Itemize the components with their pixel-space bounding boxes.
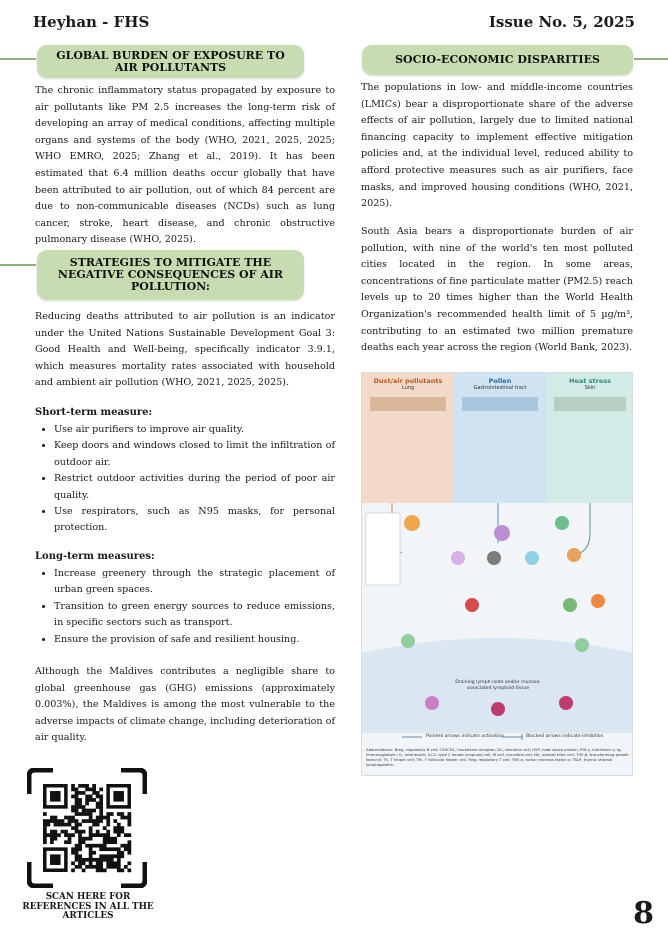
- figure-panel-dust-sub: Lung: [401, 385, 415, 391]
- figure-panel-heat-title: Heat stress: [569, 377, 611, 385]
- header-left: Heyhan - FHS: [33, 13, 150, 31]
- figure-panel-dust-title: Dust/air pollutants: [373, 377, 443, 385]
- section-title-strategies: STRATEGIES TO MITIGATE THE NEGATIVE CONSEQUENCES OF AIR POLLUTION:: [37, 250, 304, 300]
- long-term-list: [37, 566, 335, 648]
- list-item: • Ensure the provision of safe and resilient housing.: [54, 632, 335, 648]
- immune-pathway-figure: [361, 372, 633, 776]
- socio-economic-para-1: The populations in low- and middle-income countries (LMICs) bear a disproportionate share of the adverse effects of air pollution, largely due to limited national financing capacity to implement effective mitigation policies and, at the individual level, reduced ability to afford protective measures such as air purifiers, face masks, and improved housing conditions (WHO, 2021, 2025).: [361, 82, 633, 210]
- list-item: • Restrict outdoor activities during the period of poor air quality.: [54, 471, 335, 504]
- figure-lymph-label: Draining lymph node and/or mucosa-associated lymphoid tissue: [455, 680, 541, 691]
- short-term-heading: Short-term measure:: [35, 407, 153, 418]
- figure-legend-inhibition: Blocked arrows indicate inhibition: [526, 734, 604, 739]
- list-item: • Keep doors and windows closed to limit the infiltration of outdoor air.: [54, 438, 335, 471]
- long-term-heading: Long-term measures:: [35, 551, 155, 562]
- figure-panel-pollen-sub: Gastrointestinal tract: [473, 385, 527, 391]
- global-burden-text: The chronic inflammatory status propagated by exposure to air pollutants like PM 2.5 increases the long-term risk of developing an array of medical conditions, affecting multiple organs and systems of the body (WHO, 2021, 2025, 2025; WHO EMRO, 2025; Zhang et al., 2019). It has been estimated that 6.4 million deaths occur globally that have been attributed to air pollution, out of which 84 percent are due to non-communicable diseases (NCDs) such as lung cancer, stroke, heart disease, and chronic obstructive pulmonary disease (WHO, 2025).: [35, 85, 335, 246]
- maldives-text: Although the Maldives contributes a negligible share to global greenhouse gas (GHG) emissions (approximately 0.003%), the Maldives is among the most vulnerable to the adverse impacts of climate change, including deterioration of air quality.: [35, 666, 335, 744]
- figure-panel-heat-sub: Skin: [584, 385, 596, 391]
- figure-diagram: [362, 373, 633, 776]
- decor-rule-left: [0, 58, 36, 60]
- figure-legend-activation: Pointed arrows indicate activation: [426, 734, 504, 739]
- strategies-text: Reducing deaths attributed to air pollution is an indicator under the United Nations Sustainable Development Goal 3: Good Health and Well-being, specifically indicator 3.9.1, which measures mortality rates associated with household and ambient air pollution (WHO, 2021, 2025, 2025).: [35, 311, 335, 389]
- list-item: • Transition to green energy sources to reduce emissions, in specific sectors such as transport.: [54, 599, 335, 632]
- figure-panel-pollen-title: Pollen: [488, 377, 512, 385]
- section-title-global-burden: GLOBAL BURDEN OF EXPOSURE TO AIR POLLUTANTS: [37, 45, 304, 78]
- qr-code[interactable]: [27, 768, 147, 888]
- list-item: • Use air purifiers to improve air quality.: [54, 422, 335, 438]
- section-title-socio-economic: SOCIO-ECONOMIC DISPARITIES: [362, 45, 633, 75]
- page-number: 8: [633, 896, 654, 931]
- header-right: Issue No. 5, 2025: [488, 13, 635, 31]
- decor-rule-right: [634, 58, 668, 60]
- short-term-list: [37, 422, 335, 537]
- list-item: • Increase greenery through the strategic placement of urban green spaces.: [54, 566, 335, 599]
- list-item: • Use respirators, such as N95 masks, for personal protection.: [54, 504, 335, 537]
- socio-economic-para-2: South Asia bears a disproportionate burden of air pollution, with nine of the world's ten most polluted cities located in the region. In some areas, concentrations of fine particulate matter (PM2.5) reach levels up to 20 times higher than the World Health Organization's recommended health limit of 5 µg/m³, contributing to an estimated two million premature deaths each year across the region (World Bank, 2023).: [361, 226, 633, 354]
- figure-abbreviations: Abbreviations: Breg, regulatory B cell; CX3CR1, fractalkine receptor; DC, dendritic cell; HSP, heat shock protein; IFN-γ, interferon γ; Ig, immunoglobulin; IL, interleukin; ILC2, type 2 innate lymphoid cell; M cell, microfold cell; NK, natural killer cell; TGF-β, transforming growth factor β; Th, T helper cell; Tfh, T follicular helper cell; Treg, regulatory T cell; TNF-α, tumor necrosis factor α; TSLP, thymic stromal lymphopoietin.: [366, 747, 629, 767]
- decor-rule-left-2: [0, 264, 36, 266]
- qr-caption: SCAN HERE FOR REFERENCES IN ALL THE ARTICLES: [22, 892, 154, 922]
